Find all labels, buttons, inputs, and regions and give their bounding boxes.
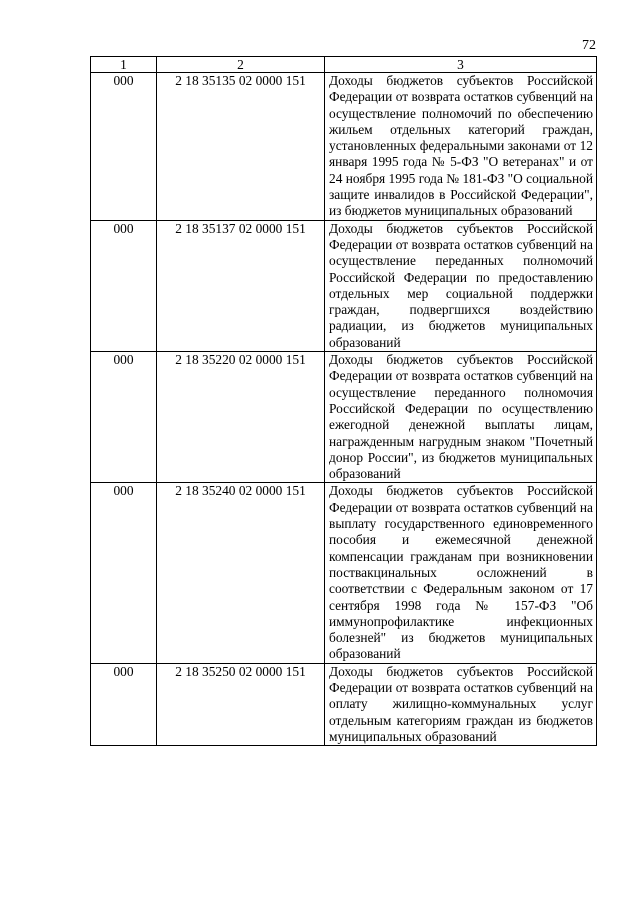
column-header-1: 1 — [91, 57, 157, 73]
admin-code-cell: 000 — [91, 483, 157, 663]
table-row — [91, 352, 597, 483]
budget-code-cell: 2 18 35135 02 0000 151 — [157, 73, 325, 221]
revenue-description-cell: Доходы бюджетов субъектов Российской Федерации от возврата остатков субвенций на осуществление переданных полномочий Российской Федерации по предоставлению отдельных мер социальной поддержки граждан, подвергшихся воздействию радиации, из бюджетов муниципальных образований — [325, 220, 597, 351]
revenue-description-cell: Доходы бюджетов субъектов Российской Федерации от возврата остатков субвенций на оплату жилищно-коммунальных услуг отдельным категориям граждан из бюджетов муниципальных образований — [325, 663, 597, 745]
table-row — [91, 663, 597, 745]
revenue-description-cell: Доходы бюджетов субъектов Российской Федерации от возврата остатков субвенций на осуществление переданного полномочия Российской Федерации по осуществлению ежегодной денежной выплаты лицам, награжденным нагрудным знаком "Почетный донор России", из бюджетов муниципальных образований — [325, 352, 597, 483]
revenue-description-cell: Доходы бюджетов субъектов Российской Федерации от возврата остатков субвенций на осуществление полномочий по обеспечению жильем отдельных категорий граждан, установленных федеральными законами от 12 января 1995 года № 5-ФЗ "О ветеранах" и от 24 ноября 1995 года № 181-ФЗ "О социальной защите инвалидов в Российской Федерации", из бюджетов муниципальных образований — [325, 73, 597, 221]
admin-code-cell: 000 — [91, 73, 157, 221]
table-row — [91, 220, 597, 351]
admin-code-cell: 000 — [91, 220, 157, 351]
budget-code-cell: 2 18 35250 02 0000 151 — [157, 663, 325, 745]
revenue-description-cell: Доходы бюджетов субъектов Российской Федерации от возврата остатков субвенций на выплату государственного единовременного пособия и ежемесячной денежной компенсации гражданам при возникновении поствакцинальных осложнений в соответствии с Федеральным законом от 17 сентября 1998 года № 157-ФЗ "Об иммунопрофилактике инфекционных болезней" из бюджетов муниципальных образований — [325, 483, 597, 663]
budget-code-cell: 2 18 35137 02 0000 151 — [157, 220, 325, 351]
admin-code-cell: 000 — [91, 663, 157, 745]
budget-code-cell: 2 18 35220 02 0000 151 — [157, 352, 325, 483]
revenue-codes-table — [90, 56, 597, 746]
column-header-2: 2 — [157, 57, 325, 73]
table-row — [91, 73, 597, 221]
column-header-3: 3 — [325, 57, 597, 73]
page-number: 72 — [582, 38, 596, 53]
admin-code-cell: 000 — [91, 352, 157, 483]
table-row — [91, 483, 597, 663]
budget-code-cell: 2 18 35240 02 0000 151 — [157, 483, 325, 663]
table-header-row — [91, 57, 597, 73]
